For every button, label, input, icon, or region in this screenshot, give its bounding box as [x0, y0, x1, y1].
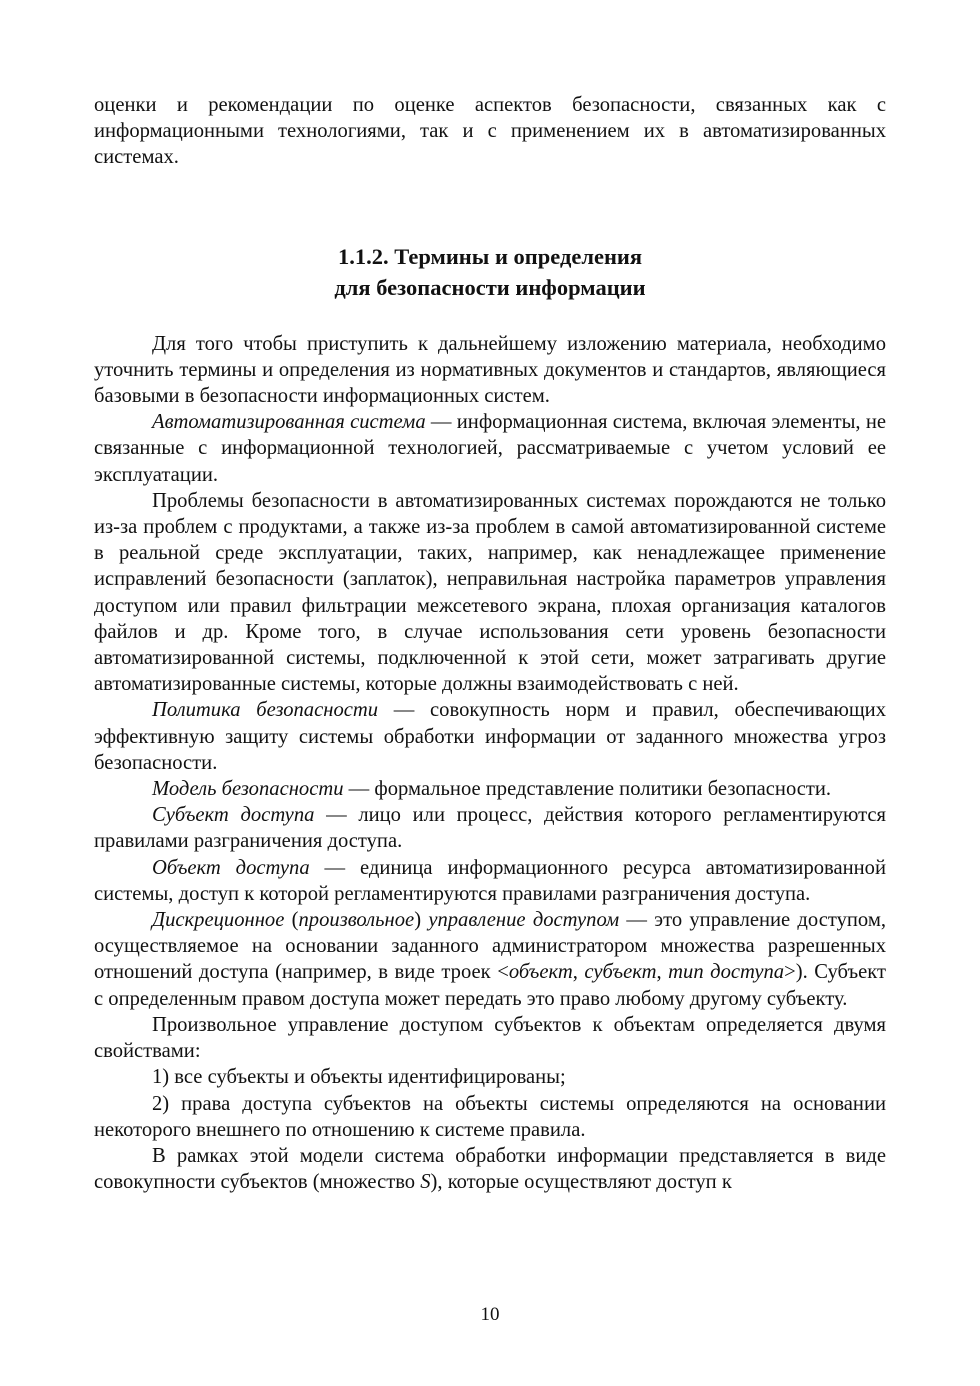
term-security-model: Модель безопасности — [152, 778, 344, 801]
definition-access-object — [94, 855, 886, 907]
definition-text: — это управление доступом, осуществляемое на основании заданного администратором множества разрешенных отношений доступа (например, в виде троек < — [94, 909, 886, 984]
term-discretionary: Дискреционное — [152, 909, 285, 932]
tuple-access-type: тип доступа — [668, 961, 785, 984]
definition-security-policy — [94, 697, 886, 776]
term-access-control: управление доступом — [428, 909, 620, 932]
paragraph-model-description: В рамках этой модели система обработки информации представляется в виде совокупности субъектов (множество S), которые осуществляют доступ к — [94, 1144, 886, 1194]
definition-text: — лицо или процесс, действия которого регламентируются правилами разграничения доступа. — [94, 804, 886, 853]
definition-text: — совокупность норм и правил, обеспечивающих эффективную защиту системы обработки информации от заданного множества угроз безопасности. — [94, 699, 886, 774]
term-arbitrary: произвольное — [298, 909, 415, 932]
tuple-object: объект — [508, 961, 573, 984]
definition-security-model — [94, 776, 886, 802]
definition-access-subject — [94, 802, 886, 854]
paragraph-security-problems: Проблемы безопасности в автоматизированных системах порождаются не только из-за проблем с продуктами, а также из-за проблем в самой автоматизированной системе в реальной среде эксплуатации, таких, например, как ненадлежащее применение исправлений безопасности (заплаток), неправильная настройка параметров управления доступом или правил фильтрации межсетевого экрана, плохая организация каталогов файлов и др. Кроме того, в случае использования сети уровень безопасности автоматизированной системы, подключенной к этой сети, может затрагивать другие автоматизированные системы, которые должны взаимодействовать с ней. — [94, 489, 886, 696]
term-access-subject: Субъект доступа — [152, 804, 315, 827]
definition-text-continued: >). Субъект с определенным правом доступа может передать это право любому другому субъекту. — [94, 961, 886, 1010]
tuple-subject: субъект — [584, 961, 657, 984]
definition-text: — информационная система, включая элементы, не связанные с информационной технологией, рассматриваемые с учетом условий ее эксплуатации. — [94, 411, 886, 486]
definition-text: — единица информационного ресурса автоматизированной системы, доступ к которой регламентируются правилами разграничения доступа. — [94, 856, 886, 905]
section-heading — [94, 241, 886, 303]
list-item-1: 1) все субъекты и объекты идентифицированы; — [152, 1066, 566, 1089]
intro-paragraph: оценки и рекомендации по оценке аспектов безопасности, связанных как с информационными технологиями, так и с применением их в автоматизированных системах. — [94, 94, 886, 169]
paragraph-two-properties: Произвольное управление доступом субъектов к объектам определяется двумя свойствами: — [94, 1013, 886, 1063]
section-title-line-2: для безопасности информации — [334, 274, 646, 300]
term-security-policy: Политика безопасности — [152, 699, 379, 722]
paragraph-intro-terms: Для того чтобы приступить к дальнейшему изложению материала, необходимо уточнить термины и определения из нормативных документов и стандартов, являющиеся базовыми в безопасности информационных систем. — [94, 332, 886, 408]
set-symbol-s: S — [420, 1171, 431, 1194]
section-title-line-1: 1.1.2. Термины и определения — [337, 243, 643, 269]
definition-text: — формальное представление политики безопасности. — [343, 778, 832, 801]
definition-discretionary-access: Дискреционное (произвольное) управление доступом — это управление доступом, осуществляемое на основании заданного администратором множества разрешенных отношений доступа (например, в виде троек <объект, субъект, тип доступа>). Субъект с определенным правом доступа может передать это право любому другому субъекту. — [94, 909, 886, 1010]
page-body — [94, 92, 886, 1195]
list-item-2: 2) права доступа субъектов на объекты системы определяются на основании некоторого внешнего по отношению к системе правила. — [94, 1092, 886, 1141]
definition-automated-system — [94, 409, 886, 488]
page-number: 10 — [480, 1304, 500, 1325]
term-access-object: Объект доступа — [152, 856, 310, 879]
term-automated-system: Автоматизированная система — [152, 411, 426, 434]
